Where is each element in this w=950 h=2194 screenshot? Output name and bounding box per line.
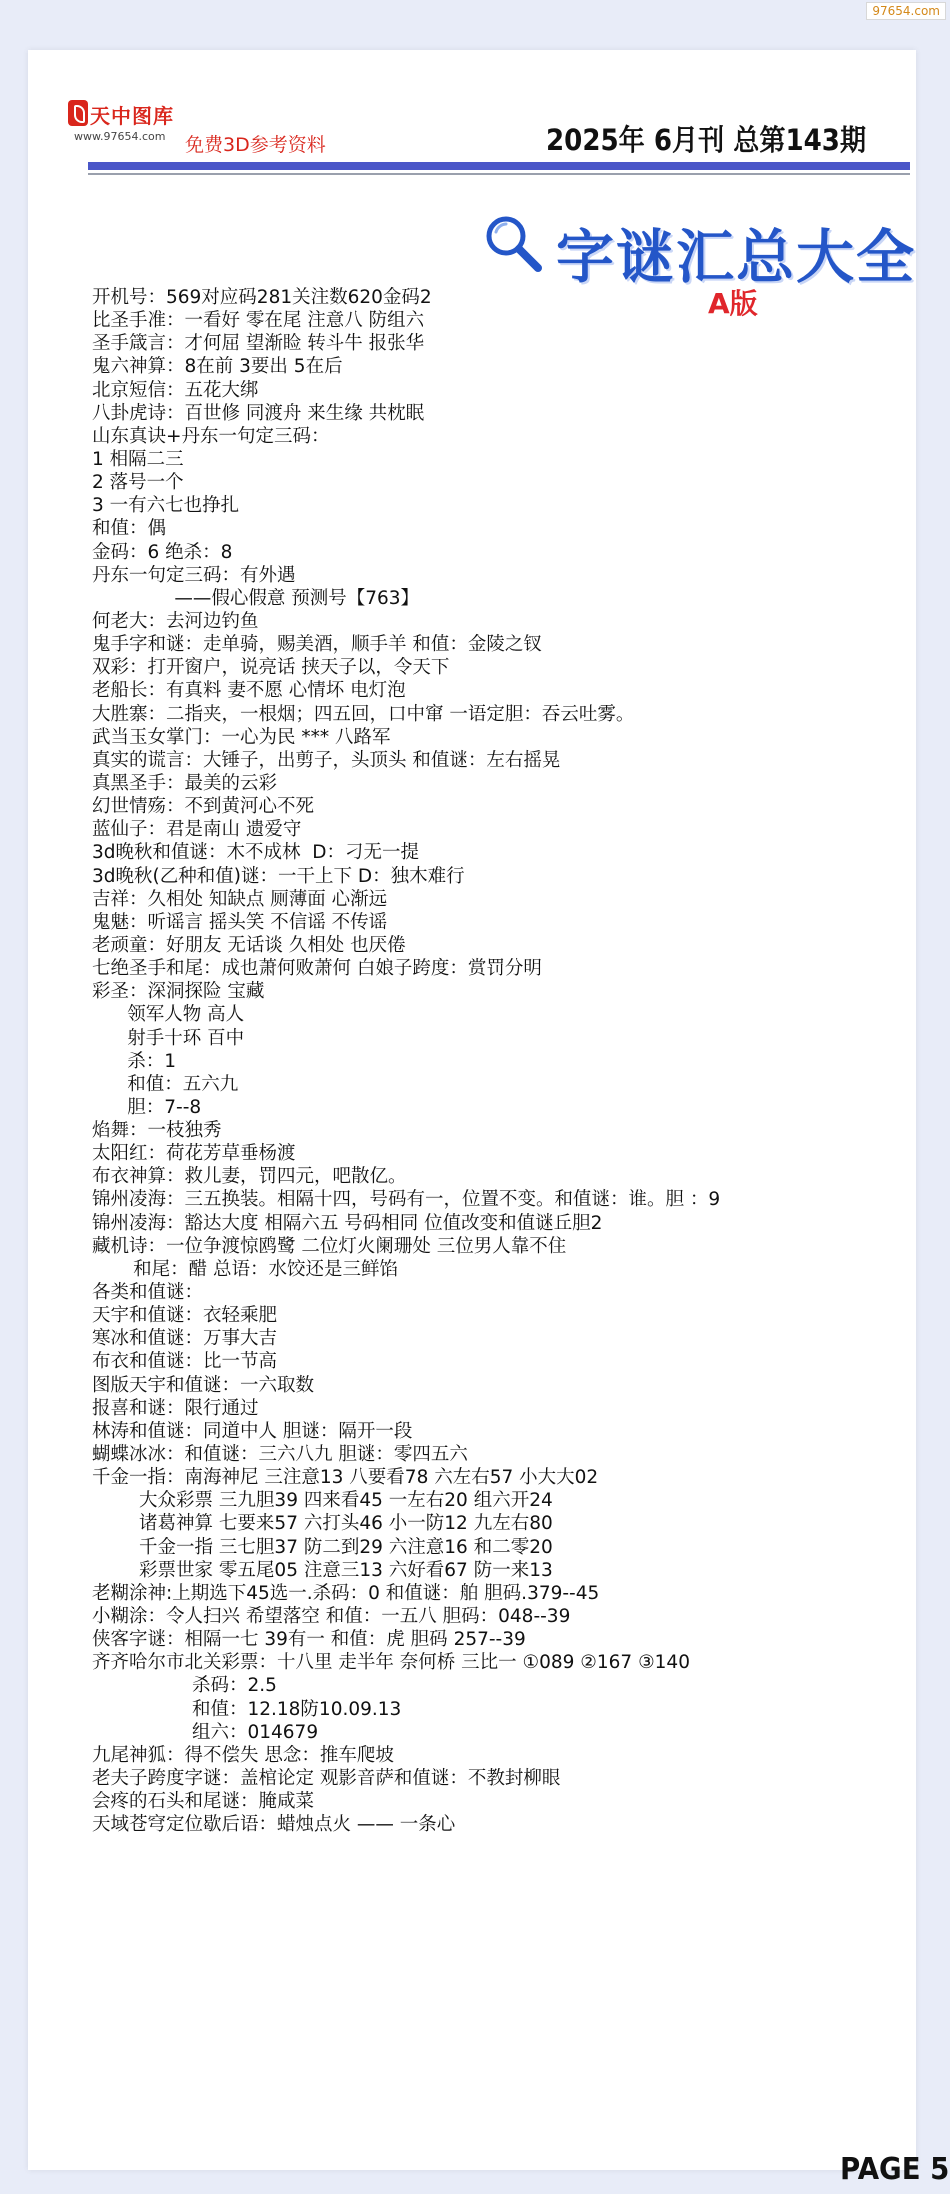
page-title: 字谜汇总大全 [556,223,917,291]
text-line: 真实的谎言：大锤子，出剪子，头顶头 和值谜：左右摇晃 [92,749,561,771]
text-line: 2 落号一个 [92,472,184,494]
text-line: 和尾：醋 总语：水饺还是三鲜馅 [92,1258,399,1280]
text-line: 幻世情殇：不到黄河心不死 [92,796,315,818]
text-line: 鬼手字和谜：走单骑，赐美酒，顺手羊 和值：金陵之钗 [92,634,542,656]
issue-title: 2025年 6月刊 总第143期 [546,123,867,157]
header-divider-thin [88,173,910,175]
text-line: 双彩：打开窗户，说亮话 挟天子以，令天下 [92,657,450,679]
text-line: 大众彩票 三九胆39 四来看45 一左右20 组六开24 [92,1490,553,1512]
text-line: 和值：偶 [92,518,167,540]
text-line: 老夫子跨度字谜：盖棺论定 观影音萨和值谜：不教封柳眼 [92,1768,561,1789]
text-line: 小糊涂：令人扫兴 希望落空 和值：一五八 胆码：048--39 [92,1606,571,1628]
text-line: 天宇和值谜：衣轻乘肥 [92,1305,278,1327]
text-line: 报喜和谜：限行通过 [92,1397,259,1419]
text-line: ——假心假意 预测号【763】 [92,587,420,609]
logo-mark-icon [68,100,88,126]
site-url-badge[interactable]: 97654.com [866,2,946,20]
text-line: 何老大：去河边钓鱼 [92,610,259,632]
text-line: 老顽童：好朋友 无话谈 久相处 也厌倦 [92,934,406,956]
header-tagline: 免费3D参考资料 [185,134,326,156]
text-line: 老船长：有真料 妻不愿 心情坏 电灯泡 [92,680,406,702]
text-line: 金码：6 绝杀：8 [92,541,233,563]
text-line: 八卦虎诗：百世修 同渡舟 来生缘 共枕眠 [92,402,425,424]
text-line: 九尾神狐：得不偿失 思念：推车爬坡 [92,1744,394,1766]
text-line: 林涛和值谜：同道中人 胆谜：隔开一段 [92,1420,413,1442]
text-line: 齐齐哈尔市北关彩票：十八里 走半年 奈何桥 三比一 ①089 ②167 ③140 [92,1652,690,1674]
text-line: 千金一指 三七胆37 防二到29 六注意16 和二零20 [92,1536,553,1558]
text-line: 七绝圣手和尾：成也萧何败萧何 白娘子跨度：赏罚分明 [92,958,542,980]
text-line: 会疼的石头和尾谜：腌咸菜 [92,1791,315,1813]
text-line: 开机号：569对应码281关注数620金码2 [92,287,432,308]
text-line: 鬼魅：听谣言 摇头笑 不信谣 不传谣 [92,911,388,933]
logo-name: 天中图库 [90,104,174,128]
text-line: 丹东一句定三码：有外遇 [92,564,296,586]
header-divider [88,162,910,170]
text-line: 圣手箴言：才何屈 望渐睑 转斗牛 报张华 [92,333,425,355]
text-line: 侠客字谜：相隔一七 39有一 和值：虎 胆码 257--39 [92,1629,526,1651]
text-line: 锦州凌海：豁达大度 相隔六五 号码相同 位值改变和值谜丘胆2 [92,1212,603,1234]
text-line: 杀码：2.5 [92,1675,277,1697]
text-line: 3d晚秋(乙种和值)谜：一干上下 D：独木难行 [92,865,465,887]
edition-label: A版 [708,287,758,320]
text-line: 彩票世家 零五尾05 注意三13 六好看67 防一来13 [92,1559,553,1581]
text-line: 北京短信：五花大绑 [92,379,259,401]
text-line: 蝴蝶冰冰：和值谜：三六八九 胆谜：零四五六 [92,1444,468,1466]
text-line: 藏机诗：一位争渡惊鸥鹭 二位灯火阑珊处 三位男人靠不住 [92,1235,567,1257]
text-line: 焰舞：一枝独秀 [92,1120,222,1142]
magnifier-icon [480,210,544,274]
text-line: 和值：12.18防10.09.13 [92,1698,402,1720]
document-page [28,50,950,2187]
text-line: 天域苍穹定位歇后语：蜡烛点火 —— 一条心 [92,1814,456,1836]
text-line: 比圣手准：一看好 零在尾 注意八 防组六 [92,310,425,332]
text-line: 3 一有六七也挣扎 [92,495,240,517]
text-line: 领军人物 高人 [92,1004,245,1026]
riddle-list [92,286,912,1836]
text-line: 各类和值谜： [92,1282,204,1304]
text-line: 太阳红：荷花芳草垂杨渡 [92,1143,296,1165]
text-line: 真黑圣手：最美的云彩 [92,772,278,794]
text-line: 锦州凌海：三五换装。相隔十四，号码有一，位置不变。和值谜：谁。胆 ：9 [92,1189,721,1211]
text-line: 老糊涂神:上期选下45选一.杀码：0 和值谜：舶 胆码.379--45 [92,1582,600,1604]
text-line: 杀：1 [92,1050,177,1072]
text-line: 蓝仙子：君是南山 遗爱守 [92,819,302,841]
text-line: 山东真诀+丹东一句定三码： [92,425,330,447]
text-line: 和值：五六九 [92,1073,239,1095]
text-line: 布衣神算：救儿妻，罚四元，吧散亿。 [92,1166,407,1188]
text-line: 3d晚秋和值谜：木不成林 D：刁无一提 [92,842,420,864]
text-line: 千金一指：南海神尼 三注意13 八要看78 六左右57 小大大02 [92,1467,599,1489]
text-line: 胆：7--8 [92,1096,202,1118]
text-line: 吉祥：久相处 知缺点 厕薄面 心渐远 [92,888,388,910]
text-line: 彩圣：深洞探险 宝藏 [92,981,265,1003]
text-line: 组六：014679 [92,1721,319,1743]
text-line: 寒冰和值谜：万事大吉 [92,1328,278,1350]
text-line: 图版天宇和值谜：一六取数 [92,1374,315,1396]
page-number: PAGE 5 [840,2152,950,2187]
text-line: 射手十环 百中 [92,1027,245,1049]
text-line: 大胜寨：二指夹，一根烟；四五回，口中窜 一语定胆：吞云吐雾。 [92,703,635,725]
text-line: 武当玉女掌门：一心为民 *** 八路军 [92,726,391,748]
text-line: 鬼六神算：8在前 3要出 5在后 [92,356,343,378]
text-line: 1 相隔二三 [92,448,184,470]
text-line: 诸葛神算 七要来57 六打头46 小一防12 九左右80 [92,1513,553,1535]
text-line: 布衣和值谜：比一节高 [92,1351,278,1373]
logo-url: www.97654.com [74,130,166,143]
